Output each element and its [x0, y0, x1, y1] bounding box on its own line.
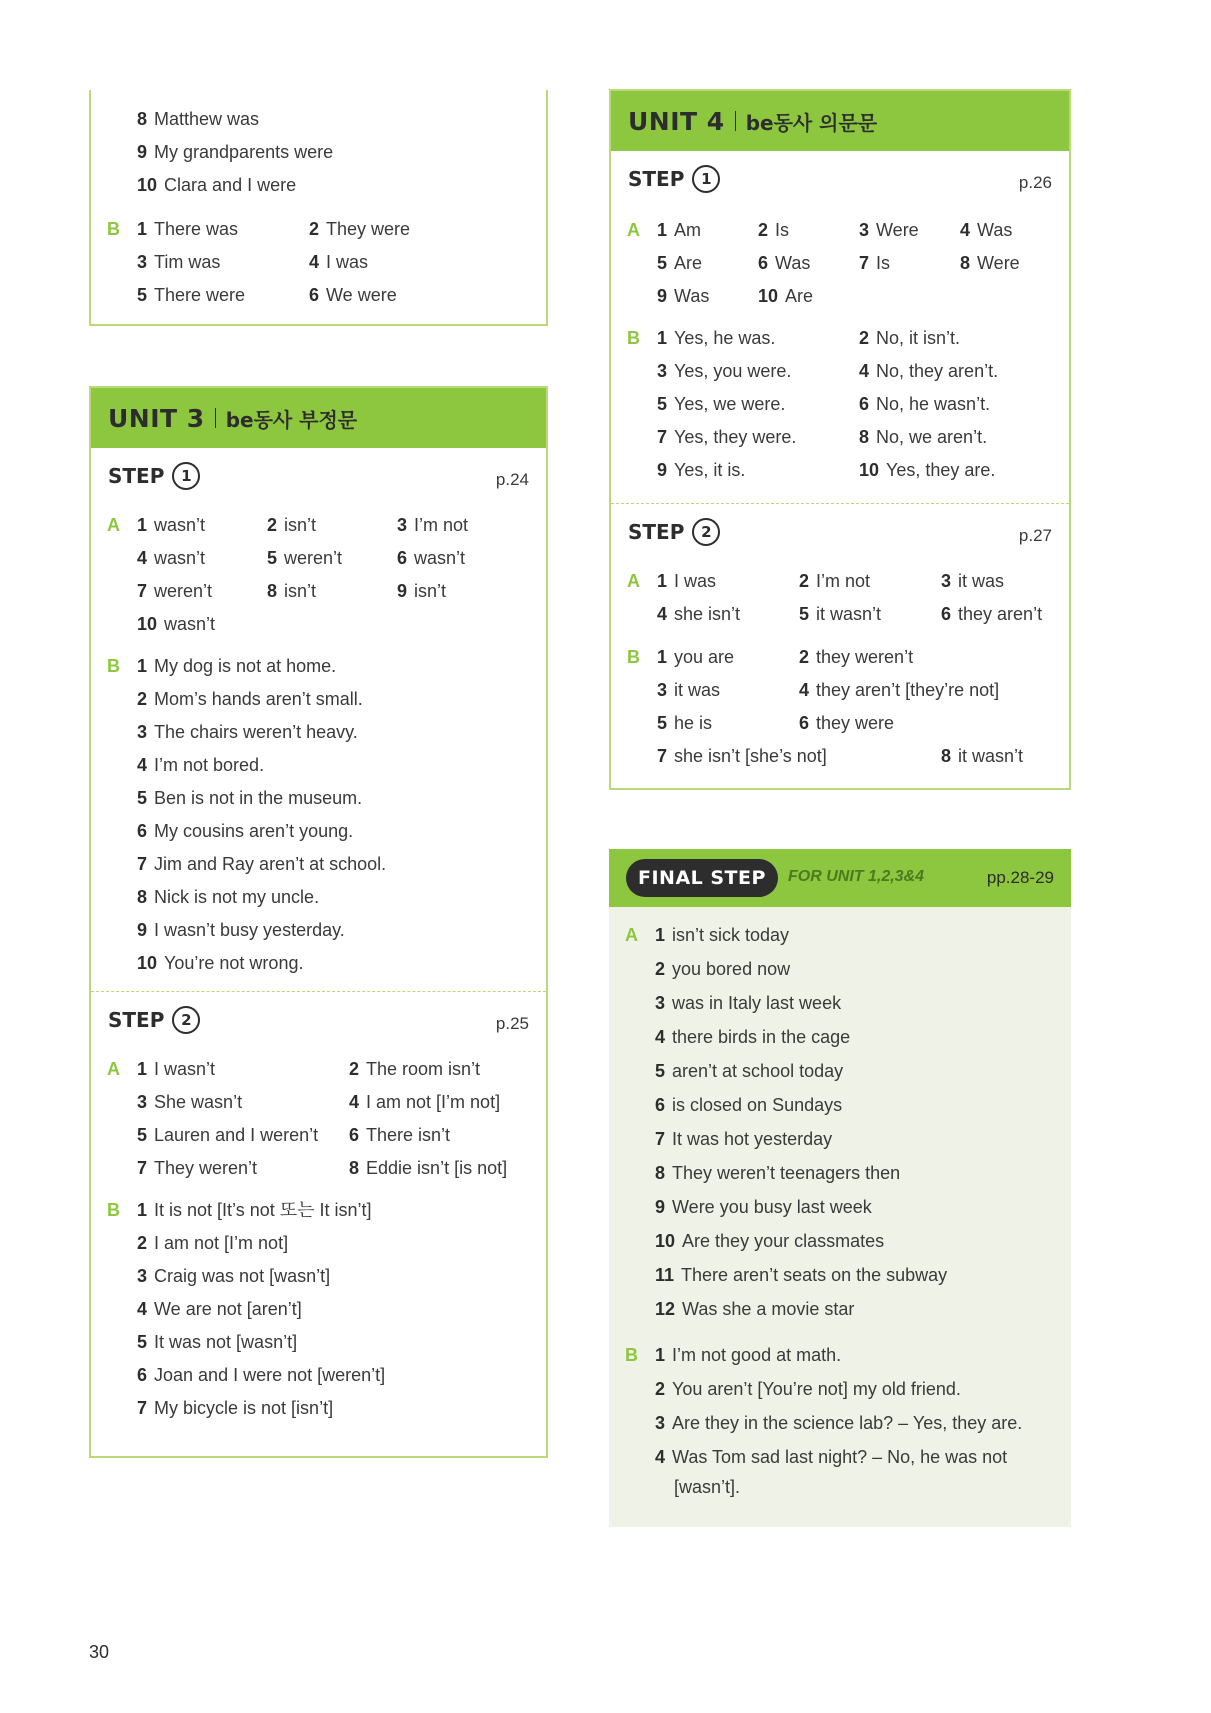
- list-item: 4 they aren’t [they’re not]: [799, 680, 1000, 700]
- list-item: 9 Was: [657, 286, 710, 306]
- unit-title: be동사 의문문: [745, 110, 878, 135]
- unit3-box: [89, 386, 548, 1458]
- list-item: 1 you are: [657, 647, 735, 667]
- list-item: 5 There were: [137, 285, 246, 305]
- page-ref: p.25: [495, 1014, 529, 1033]
- list-item: 4 Was Tom sad last night? – No, he was not: [655, 1447, 1008, 1467]
- list-item: 7 It was hot yesterday: [655, 1129, 833, 1149]
- page-ref: pp.28-29: [986, 868, 1054, 887]
- step-1-body: [91, 498, 546, 973]
- section-letter-a: A: [627, 571, 640, 591]
- final-for-unit: FOR UNIT 1,2,3&4: [788, 868, 925, 885]
- list-item: 6 Joan and I were not [weren’t]: [137, 1365, 386, 1385]
- list-item: 4 We are not [aren’t]: [137, 1299, 302, 1319]
- list-item: 4 I’m not bored.: [137, 755, 265, 775]
- list-item: 10 Are they your classmates: [655, 1231, 885, 1251]
- list-item: 5 Are: [657, 253, 703, 273]
- final-step-label: FINAL STEP: [626, 859, 778, 897]
- list-item: 5 aren’t at school today: [655, 1061, 844, 1081]
- section-letter-b: B: [107, 1200, 120, 1220]
- list-item: 1 Am: [657, 220, 702, 240]
- step-label: STEP: [628, 520, 685, 544]
- list-item: 7 she isn’t [she’s not]: [657, 746, 827, 766]
- list-item: 3 was in Italy last week: [655, 993, 842, 1013]
- list-item: 4 I am not [I’m not]: [349, 1092, 501, 1112]
- list-item: 8 No, we aren’t.: [859, 427, 988, 447]
- list-item: 1 wasn’t: [137, 515, 206, 535]
- section-letter-a: A: [625, 925, 638, 945]
- list-item: 8 Eddie isn’t [is not]: [349, 1158, 508, 1178]
- divider: [735, 111, 736, 131]
- list-item: 8 isn’t: [267, 581, 317, 601]
- unit4-box: [609, 89, 1071, 790]
- list-item: 4 No, they aren’t.: [859, 361, 999, 381]
- list-item: 6 they were: [799, 713, 895, 733]
- list-item: 3 The chairs weren’t heavy.: [137, 722, 358, 742]
- list-item: 2 They were: [309, 219, 411, 239]
- list-item: 3 She wasn’t: [137, 1092, 243, 1112]
- list-item: 6 No, he wasn’t.: [859, 394, 991, 414]
- list-item: 2 The room isn’t: [349, 1059, 481, 1079]
- list-item: 2 You aren’t [You’re not] my old friend.: [655, 1379, 961, 1399]
- list-item-continuation: [wasn’t].: [674, 1477, 741, 1497]
- list-item: 5 Ben is not in the museum.: [137, 788, 363, 808]
- list-item: 5 It was not [wasn’t]: [137, 1332, 298, 1352]
- list-item: 4 Was: [960, 220, 1013, 240]
- section-letter-b: B: [107, 219, 120, 239]
- list-item: 2 you bored now: [655, 959, 791, 979]
- list-item: 12 Was she a movie star: [655, 1299, 855, 1319]
- step-1-header: [91, 448, 546, 498]
- list-item: 3 Yes, you were.: [657, 361, 792, 381]
- list-item: 9 Were you busy last week: [655, 1197, 872, 1217]
- list-item: 3 Tim was: [137, 252, 221, 272]
- section-letter-b: B: [627, 328, 640, 348]
- step-1-header: [611, 151, 1069, 201]
- section-letter-a: A: [107, 515, 120, 535]
- list-item: 1 It is not [It’s not 또는 It isn’t]: [137, 1200, 372, 1220]
- list-item: 2 Is: [758, 220, 790, 240]
- list-item: 6 wasn’t: [397, 548, 466, 568]
- list-item: 3 Are they in the science lab? – Yes, they are.: [655, 1413, 1023, 1433]
- list-item: 9 I wasn’t busy yesterday.: [137, 920, 345, 940]
- unit-label: UNIT 4: [628, 106, 725, 136]
- list-item: 2 isn’t: [267, 515, 317, 535]
- list-item: 1 My dog is not at home.: [137, 656, 337, 676]
- list-item: 5 Lauren and I weren’t: [137, 1125, 319, 1145]
- list-item: 4 I was: [309, 252, 369, 272]
- unit-label: UNIT 3: [108, 403, 205, 433]
- page-number: 30: [89, 1642, 110, 1662]
- unit3-header: [91, 388, 546, 448]
- step-number-icon: 2: [692, 518, 720, 546]
- list-item: 9 My grandparents were: [137, 142, 334, 162]
- list-item: 6 they aren’t: [941, 604, 1043, 624]
- list-item: 1 I wasn’t: [137, 1059, 216, 1079]
- list-item: 1 There was: [137, 219, 239, 239]
- list-item: 5 Yes, we were.: [657, 394, 786, 414]
- list-item: 10 Are: [758, 286, 814, 306]
- page-ref: p.27: [1018, 526, 1052, 545]
- list-item: 7 Yes, they were.: [657, 427, 797, 447]
- list-item: 1 I’m not good at math.: [655, 1345, 842, 1365]
- step-2-header: [611, 504, 1069, 554]
- section-letter-b: B: [625, 1345, 638, 1365]
- list-item: 2 Mom’s hands aren’t small.: [137, 689, 363, 709]
- section-letter-b: B: [627, 647, 640, 667]
- list-item: 6 We were: [309, 285, 397, 305]
- list-item: 6 There isn’t: [349, 1125, 451, 1145]
- step-label: STEP: [108, 1008, 165, 1032]
- section-letter-a: A: [627, 220, 640, 240]
- list-item: 10 wasn’t: [137, 614, 216, 634]
- step-label: STEP: [108, 464, 165, 488]
- list-item: 5 weren’t: [267, 548, 343, 568]
- list-item: 9 Yes, it is.: [657, 460, 746, 480]
- list-item: 3 Were: [859, 220, 919, 240]
- step-number-icon: 2: [172, 1006, 200, 1034]
- step-1-body: [611, 201, 1069, 501]
- list-item: 3 it was: [657, 680, 721, 700]
- page-ref: p.26: [1018, 173, 1052, 192]
- list-item: 7 weren’t: [137, 581, 213, 601]
- list-item: 8 Matthew was: [137, 109, 260, 129]
- list-item: 1 Yes, he was.: [657, 328, 776, 348]
- list-item: 7 They weren’t: [137, 1158, 258, 1178]
- step-label: STEP: [628, 167, 685, 191]
- page-ref: p.24: [495, 470, 529, 489]
- list-item: 2 they weren’t: [799, 647, 914, 667]
- list-item: 8 They weren’t teenagers then: [655, 1163, 901, 1183]
- list-item: 9 isn’t: [397, 581, 447, 601]
- list-item: 4 she isn’t: [657, 604, 741, 624]
- list-item: 8 it wasn’t: [941, 746, 1024, 766]
- final-step-header: [609, 849, 1071, 907]
- list-item: 11 There aren’t seats on the subway: [655, 1265, 948, 1285]
- list-item: 3 Craig was not [wasn’t]: [137, 1266, 331, 1286]
- step-2-header: [91, 992, 546, 1042]
- list-item: 7 Is: [859, 253, 891, 273]
- list-item: 10 Clara and I were: [137, 175, 297, 195]
- step-number-icon: 1: [172, 462, 200, 490]
- list-item: 5 it wasn’t: [799, 604, 882, 624]
- list-item: 7 Jim and Ray aren’t at school.: [137, 854, 387, 874]
- list-item: 7 My bicycle is not [isn’t]: [137, 1398, 334, 1418]
- list-item: 1 I was: [657, 571, 717, 591]
- list-item: 6 My cousins aren’t young.: [137, 821, 354, 841]
- unit-title: be동사 부정문: [225, 407, 358, 432]
- list-item: 6 Was: [758, 253, 811, 273]
- unit4-header: [611, 91, 1069, 151]
- list-item: 4 there birds in the cage: [655, 1027, 851, 1047]
- list-item: 6 is closed on Sundays: [655, 1095, 843, 1115]
- list-item: 2 No, it isn’t.: [859, 328, 961, 348]
- step-number-icon: 1: [692, 165, 720, 193]
- divider: [215, 408, 216, 428]
- list-item: 4 wasn’t: [137, 548, 206, 568]
- step-2-body: [611, 554, 1069, 774]
- unit2-tail-box: [89, 90, 548, 326]
- list-item: 2 I am not [I’m not]: [137, 1233, 289, 1253]
- step-2-body: [91, 1042, 546, 1442]
- list-item: 10 Yes, they are.: [859, 460, 996, 480]
- section-letter-a: A: [107, 1059, 120, 1079]
- list-item: 8 Were: [960, 253, 1020, 273]
- list-item: 5 he is: [657, 713, 713, 733]
- list-item: 1 isn’t sick today: [655, 925, 790, 945]
- list-item: 2 I’m not: [799, 571, 871, 591]
- final-step-box: [609, 849, 1071, 1527]
- section-letter-b: B: [107, 656, 120, 676]
- list-item: 3 it was: [941, 571, 1005, 591]
- list-item: 10 You’re not wrong.: [137, 953, 304, 973]
- list-item: 8 Nick is not my uncle.: [137, 887, 320, 907]
- list-item: 3 I’m not: [397, 515, 469, 535]
